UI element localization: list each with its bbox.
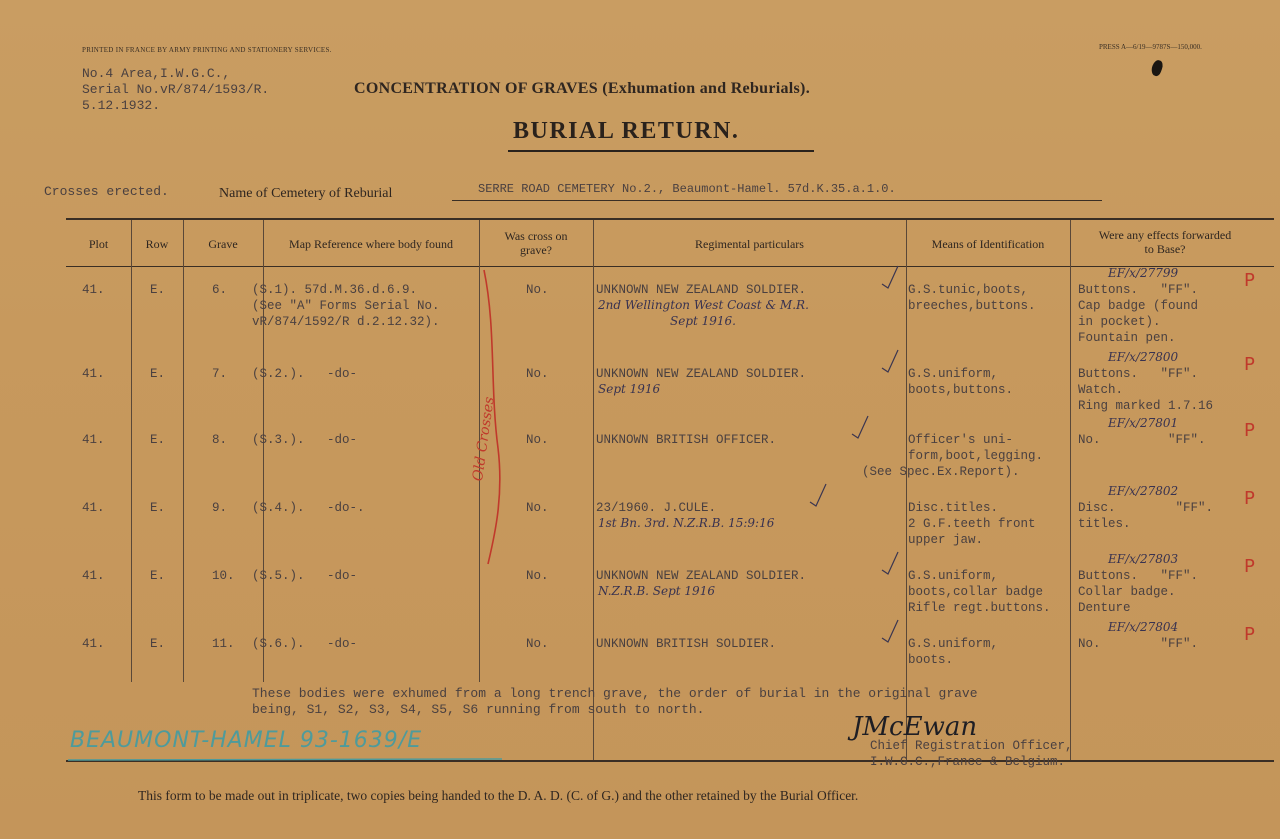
- registration-line: I.W.G.C.,France & Belgium.: [870, 755, 1066, 769]
- col-divider: [906, 220, 907, 760]
- grave-cell: 6.: [212, 283, 228, 297]
- effects-reference: EF/x/27800: [1108, 350, 1179, 364]
- identification-cell: Rifle regt.buttons.: [908, 601, 1051, 615]
- red-check-mark: P: [1244, 624, 1255, 645]
- map-ref-cell: vR/874/1592/R d.2.12.32).: [252, 315, 440, 329]
- regimental-handwritten: Sept 1916: [598, 382, 661, 396]
- identification-cell: G.S.tunic,boots,: [908, 283, 1029, 297]
- plot-cell: 41.: [82, 637, 105, 651]
- press-code: PRESS A—6/19—9787S—150,000.: [1099, 43, 1202, 51]
- regimental-handwritten: 2nd Wellington West Coast & M.R.: [598, 298, 809, 312]
- cemetery-label: Name of Cemetery of Reburial: [219, 186, 393, 201]
- red-check-mark: P: [1244, 270, 1255, 291]
- cemetery-underline: [452, 200, 1102, 201]
- effects-cell: Watch.: [1078, 383, 1124, 397]
- col-divider: [1070, 220, 1071, 760]
- map-ref-cell: (S.2.). -do-: [252, 367, 358, 381]
- col-header-identification: Means of Identification: [931, 237, 1045, 251]
- row-cell: E.: [150, 433, 166, 447]
- serial-line: Serial No.vR/874/1593/R.: [82, 82, 270, 97]
- plot-cell: 41.: [82, 283, 105, 297]
- col-header-row: Row: [145, 237, 169, 251]
- effects-reference: EF/x/27801: [1108, 416, 1179, 430]
- note-line: These bodies were exhumed from a long trench grave, the order of burial in the original grave: [252, 686, 978, 701]
- location-stamp: BEAUMONT-HAMEL 93-1639/E: [70, 728, 423, 753]
- note-line: being, S1, S2, S3, S4, S5, S6 running from south to north.: [252, 702, 705, 717]
- signature: JMcEwan: [852, 712, 978, 742]
- concentration-paren: (Exhumation and Reburials).: [602, 80, 810, 97]
- row-cell: E.: [150, 367, 166, 381]
- effects-cell: No. "FF".: [1078, 433, 1206, 447]
- grave-cell: 10.: [212, 569, 235, 583]
- effects-cell: Denture: [1078, 601, 1131, 615]
- registration-officer: [870, 738, 1073, 770]
- identification-cell: Officer's uni-: [908, 433, 1014, 447]
- effects-cell: Fountain pen.: [1078, 331, 1176, 345]
- identification-cell: G.S.uniform,: [908, 637, 999, 651]
- identification-cell: boots,buttons.: [908, 383, 1014, 397]
- map-ref-cell: (See "A" Forms Serial No.: [252, 299, 440, 313]
- col-header-effects-line2: to Base?: [1144, 242, 1186, 256]
- identification-cell: boots,collar badge: [908, 585, 1044, 599]
- tick-icon: [808, 482, 828, 508]
- tick-icon: [880, 550, 900, 576]
- regimental-cell: UNKNOWN BRITISH SOLDIER.: [596, 637, 777, 651]
- effects-reference: EF/x/27803: [1108, 552, 1179, 566]
- red-check-mark: P: [1244, 488, 1255, 509]
- identification-cell: upper jaw.: [908, 533, 984, 547]
- plot-cell: 41.: [82, 569, 105, 583]
- map-ref-cell: (S.5.). -do-: [252, 569, 358, 583]
- red-vertical-note: Old Crosses: [470, 395, 498, 483]
- concentration-text: CONCENTRATION OF GRAVES: [354, 80, 598, 97]
- map-ref-cell: (S.3.). -do-: [252, 433, 358, 447]
- effects-cell: Buttons. "FF".: [1078, 367, 1199, 381]
- grave-cell: 11.: [212, 637, 235, 651]
- area-block: [82, 66, 269, 114]
- tick-icon: [880, 264, 900, 290]
- cross-cell: No.: [526, 637, 549, 651]
- cross-cell: No.: [526, 283, 549, 297]
- row-cell: E.: [150, 283, 166, 297]
- cross-cell: No.: [526, 569, 549, 583]
- row-cell: E.: [150, 637, 166, 651]
- title-underline: [508, 150, 814, 152]
- printer-note: PRINTED IN FRANCE BY ARMY PRINTING AND STATIONERY SERVICES.: [82, 46, 332, 54]
- tick-icon: [880, 618, 900, 644]
- col-divider: [593, 220, 594, 760]
- regimental-cell: 23/1960. J.CULE.: [596, 501, 717, 515]
- grave-cell: 8.: [212, 433, 228, 447]
- col-header-map-ref: Map Reference where body found: [289, 237, 453, 251]
- map-ref-cell: (S.4.). -do-.: [252, 501, 365, 515]
- regimental-handwritten: N.Z.R.B. Sept 1916: [598, 584, 715, 598]
- col-header-cross-line2: grave?: [520, 243, 552, 257]
- identification-cell: form,boot,legging.: [908, 449, 1044, 463]
- effects-cell: titles.: [1078, 517, 1131, 531]
- red-check-mark: P: [1244, 420, 1255, 441]
- cemetery-value: SERRE ROAD CEMETERY No.2., Beaumont-Hamel. 57d.K.35.a.1.0.: [478, 182, 896, 196]
- row-cell: E.: [150, 501, 166, 515]
- identification-cell: G.S.uniform,: [908, 367, 999, 381]
- col-divider: [131, 220, 132, 682]
- identification-cell: 2 G.F.teeth front: [908, 517, 1036, 531]
- cross-cell: No.: [526, 433, 549, 447]
- tick-icon: [880, 348, 900, 374]
- effects-cell: Buttons. "FF".: [1078, 283, 1199, 297]
- effects-reference: EF/x/27804: [1108, 620, 1179, 634]
- stamp-underline: [66, 756, 506, 764]
- effects-cell: Ring marked 1.7.16: [1078, 399, 1214, 413]
- effects-cell: Cap badge (found: [1078, 299, 1199, 313]
- plot-cell: 41.: [82, 501, 105, 515]
- regimental-handwritten: Sept 1916.: [670, 314, 736, 328]
- identification-cell: boots.: [908, 653, 954, 667]
- col-header-regimental: Regimental particulars: [695, 237, 804, 251]
- col-header-grave: Grave: [208, 237, 238, 251]
- effects-cell: Buttons. "FF".: [1078, 569, 1199, 583]
- effects-reference: EF/x/27799: [1108, 266, 1179, 280]
- regimental-cell: UNKNOWN NEW ZEALAND SOLDIER.: [596, 569, 807, 583]
- effects-cell: Collar badge.: [1078, 585, 1176, 599]
- plot-cell: 41.: [82, 433, 105, 447]
- cross-cell: No.: [526, 501, 549, 515]
- header-bottom-border: [66, 266, 1274, 267]
- col-divider: [183, 220, 184, 682]
- identification-cell: (See Spec.Ex.Report).: [862, 465, 1020, 479]
- crosses-erected: Crosses erected.: [44, 184, 169, 199]
- grave-cell: 7.: [212, 367, 228, 381]
- effects-reference: EF/x/27802: [1108, 484, 1179, 498]
- plot-cell: 41.: [82, 367, 105, 381]
- cross-cell: No.: [526, 367, 549, 381]
- concentration-heading: [354, 80, 810, 98]
- ink-blot-icon: [1150, 59, 1165, 77]
- col-header-cross-line1: Was cross on: [504, 229, 568, 243]
- tick-icon: [850, 414, 870, 440]
- footer-instructions: This form to be made out in triplicate, two copies being handed to the D. A. D. (C. of G.) and the other retained by the Burial Officer.: [138, 788, 859, 803]
- date-line: 5.12.1932.: [82, 98, 161, 113]
- effects-cell: in pocket).: [1078, 315, 1161, 329]
- col-header-effects-line1: Were any effects forwarded: [1098, 228, 1232, 242]
- identification-cell: G.S.uniform,: [908, 569, 999, 583]
- map-ref-cell: (S.6.). -do-: [252, 637, 358, 651]
- regimental-cell: UNKNOWN NEW ZEALAND SOLDIER.: [596, 367, 807, 381]
- registration-line: Chief Registration Officer,: [870, 739, 1073, 753]
- map-ref-cell: (S.1). 57d.M.36.d.6.9.: [252, 283, 418, 297]
- row-cell: E.: [150, 569, 166, 583]
- regimental-cell: UNKNOWN BRITISH OFFICER.: [596, 433, 777, 447]
- effects-cell: No. "FF".: [1078, 637, 1199, 651]
- page-title: BURIAL RETURN.: [513, 118, 740, 144]
- table-top-border: [66, 218, 1274, 220]
- red-check-mark: P: [1244, 556, 1255, 577]
- regimental-cell: UNKNOWN NEW ZEALAND SOLDIER.: [596, 283, 807, 297]
- col-header-plot: Plot: [88, 237, 109, 251]
- regimental-handwritten: 1st Bn. 3rd. N.Z.R.B. 15:9:16: [598, 516, 775, 530]
- red-check-mark: P: [1244, 354, 1255, 375]
- grave-cell: 9.: [212, 501, 228, 515]
- area-line: No.4 Area,I.W.G.C.,: [82, 66, 231, 81]
- identification-cell: Disc.titles.: [908, 501, 999, 515]
- col-header-cross: [479, 229, 593, 257]
- identification-cell: breeches,buttons.: [908, 299, 1036, 313]
- col-header-effects: [1070, 228, 1260, 256]
- effects-cell: Disc. "FF".: [1078, 501, 1214, 515]
